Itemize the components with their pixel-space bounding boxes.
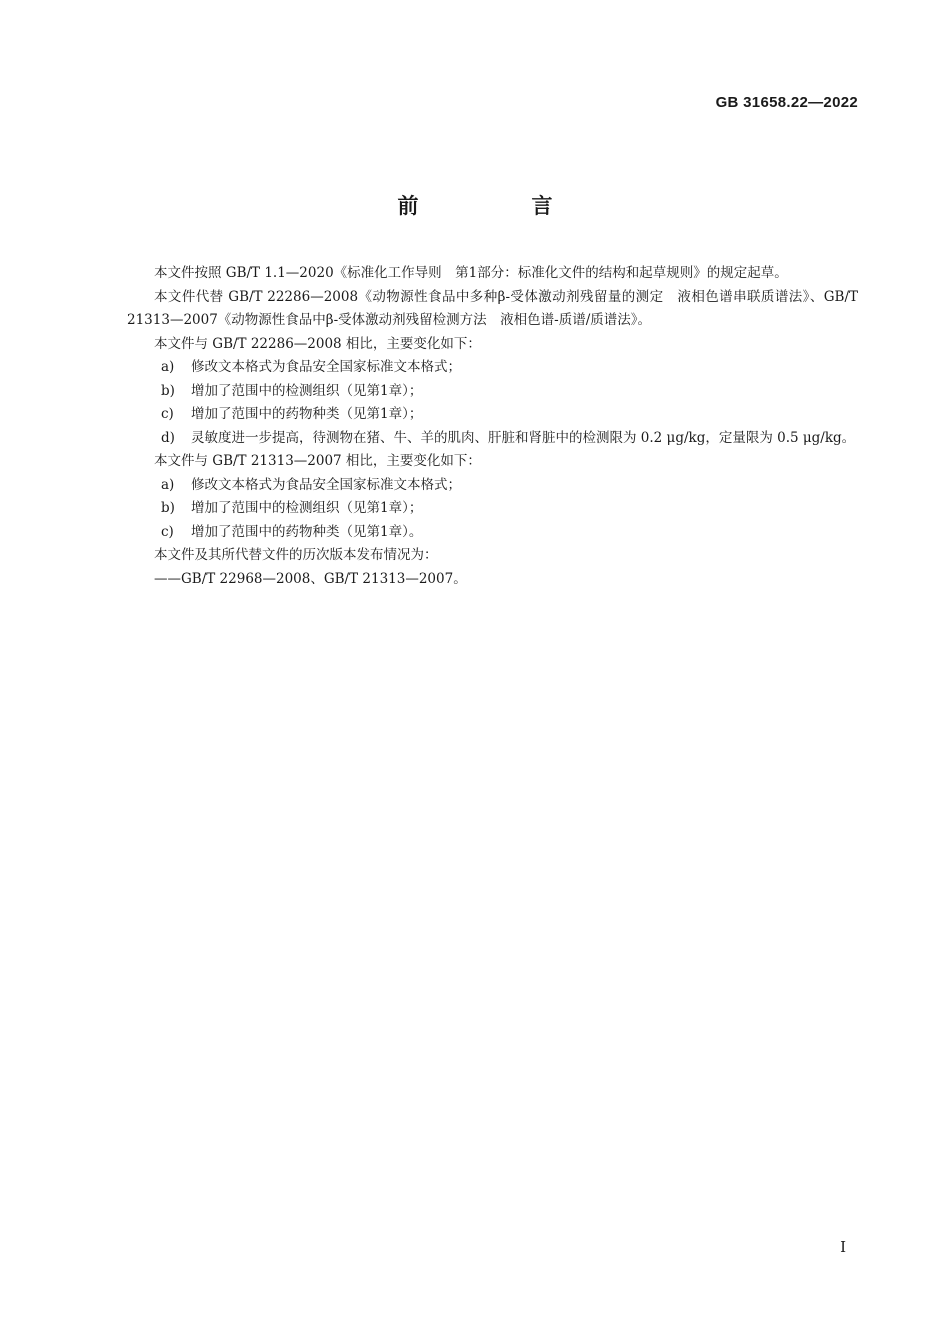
list-item-text: 增加了范围中的药物种类（见第1章）； (191, 406, 423, 422)
paragraph-history-intro: 本文件及其所代替文件的历次版本发布情况为： (154, 547, 438, 563)
list-item-text: 增加了范围中的药物种类（见第1章）。 (191, 523, 423, 540)
list-item-text: 增加了范围中的检测组织（见第1章）； (191, 382, 423, 399)
list-item-text: 修改文本格式为食品安全国家标准文本格式； (191, 476, 461, 493)
list-item (127, 497, 858, 521)
page-title: 前 言 (397, 194, 599, 218)
list-item (127, 521, 858, 545)
list-marker: b) (161, 382, 175, 399)
list-item (127, 474, 858, 498)
list-marker: a) (161, 359, 175, 375)
list-item (127, 403, 858, 427)
list-item (127, 356, 858, 380)
list-marker: d) (161, 429, 175, 446)
paragraph-changes-intro-1: 本文件与 GB/T 22286—2008 相比，主要变化如下： (154, 335, 481, 352)
page-number: I (840, 1238, 846, 1256)
preface-body (127, 262, 858, 591)
paragraph-replaces: 本文件代替 GB/T 22286—2008《动物源性食品中多种β-受体激动剂残留量的测定 液相色谱串联质谱法》、GB/T 21313—2007《动物源性食品中β-受体激动剂残留检测方法 液相色谱-质谱/质谱法》。 (127, 288, 858, 328)
paragraph-drafting-rule: 本文件按照 GB/T 1.1—2020《标准化工作导则 第1部分：标准化文件的结构和起草规则》的规定起草。 (154, 265, 788, 281)
list-item-text: 灵敏度进一步提高，待测物在猪、牛、羊的肌肉、肝脏和肾脏中的检测限为 0.2 μg/kg，定量限为 0.5 μg/kg。 (191, 429, 856, 446)
list-item-text: 增加了范围中的检测组织（见第1章）； (191, 500, 423, 516)
paragraph-changes-intro-2: 本文件与 GB/T 21313—2007 相比，主要变化如下： (154, 453, 481, 469)
document-code: GB 31658.22—2022 (715, 94, 858, 111)
list-marker: c) (161, 406, 174, 422)
list-marker: b) (161, 500, 175, 516)
list-item (127, 427, 858, 451)
list-marker: c) (161, 523, 174, 540)
list-marker: a) (161, 476, 175, 493)
history-item: ——GB/T 22968—2008、GB/T 21313—2007。 (154, 570, 467, 587)
list-item (127, 380, 858, 404)
list-item-text: 修改文本格式为食品安全国家标准文本格式； (191, 359, 461, 375)
